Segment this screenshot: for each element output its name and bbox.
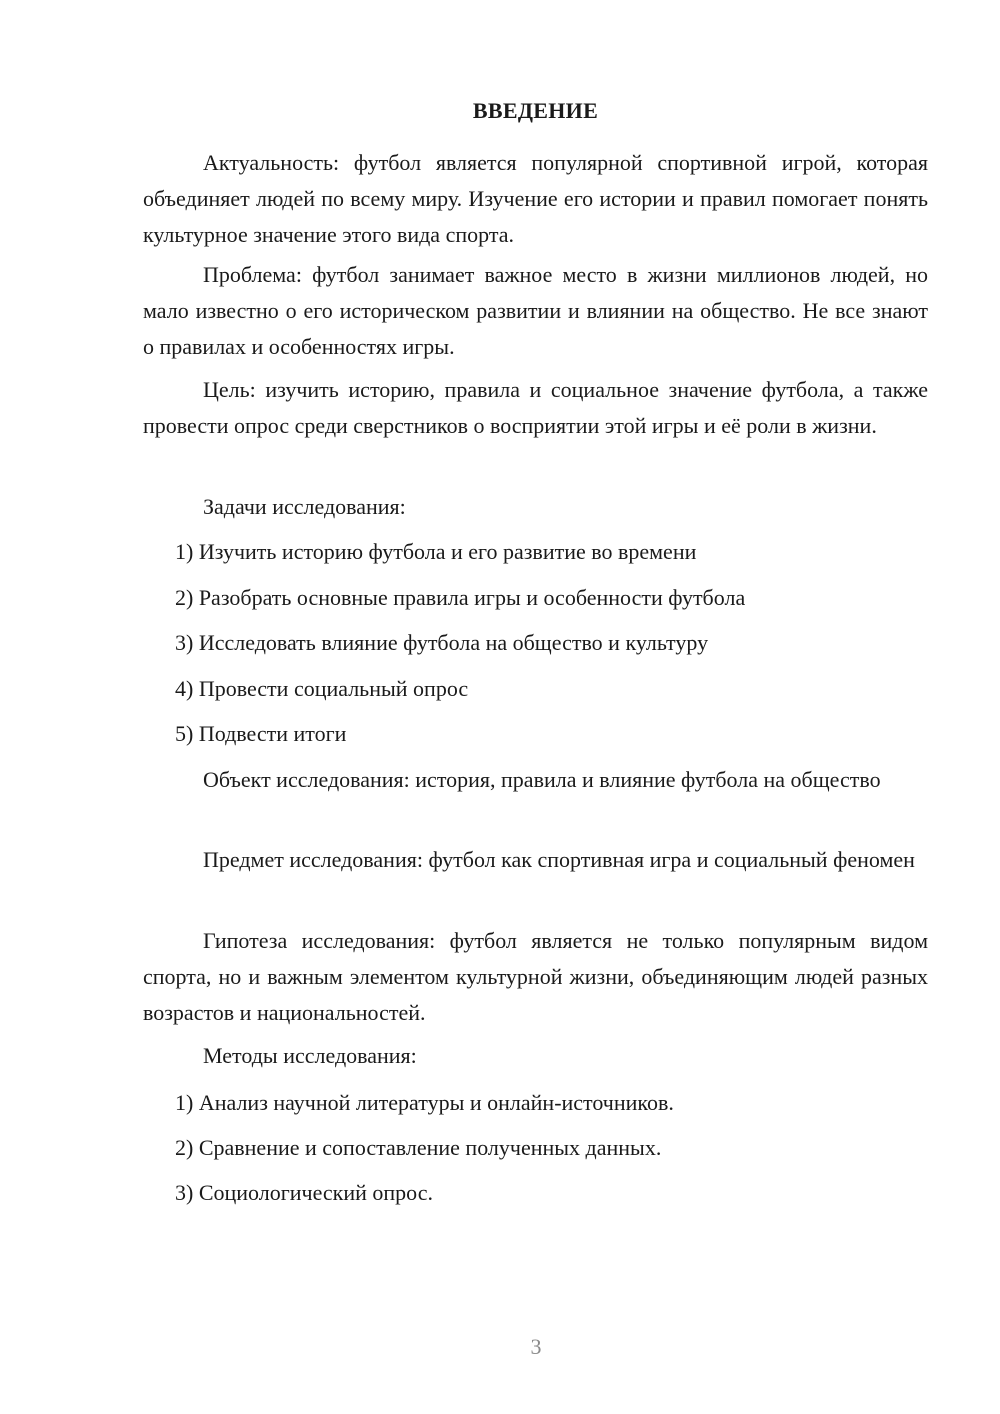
hypothesis-paragraph: Гипотеза исследования: футбол является не только популярным видом спорта, но и важным элементом культурной жизни, объединяющим людей разных возрастов и национальностей.: [143, 928, 928, 1025]
method-item: 2) Сравнение и сопоставление полученных данных.: [175, 1135, 662, 1160]
problem-paragraph: Проблема: футбол занимает важное место в жизни миллионов людей, но мало известно о его историческом развитии и влиянии на общество. Не все знают о правилах и особенностях игры.: [143, 262, 928, 359]
task-item: 1) Изучить историю футбола и его развитие во времени: [175, 539, 697, 564]
relevance-paragraph: Актуальность: футбол является популярной спортивной игрой, которая объединяет людей по всему миру. Изучение его истории и правил помогает понять культурное значение этого вида спорта.: [143, 150, 928, 247]
tasks-label: Задачи исследования:: [203, 494, 406, 519]
task-item: 4) Провести социальный опрос: [175, 676, 469, 701]
page-number: 3: [530, 1334, 542, 1359]
goal-paragraph: Цель: изучить историю, правила и социальное значение футбола, а также провести опрос среди сверстников о восприятии этой игры и её роли в жизни.: [143, 377, 928, 438]
methods-label: Методы исследования:: [203, 1043, 417, 1068]
task-item: 3) Исследовать влияние футбола на общество и культуру: [175, 630, 709, 655]
object-paragraph: Объект исследования: история, правила и влияние футбола на общество: [203, 767, 881, 792]
subject-paragraph: Предмет исследования: футбол как спортивная игра и социальный феномен: [203, 847, 915, 872]
section-heading: ВВЕДЕНИЕ: [472, 98, 599, 123]
method-item: 3) Социологический опрос.: [175, 1180, 433, 1205]
task-item: 2) Разобрать основные правила игры и особенности футбола: [175, 585, 746, 610]
task-item: 5) Подвести итоги: [175, 721, 347, 746]
method-item: 1) Анализ научной литературы и онлайн-источников.: [175, 1090, 674, 1115]
